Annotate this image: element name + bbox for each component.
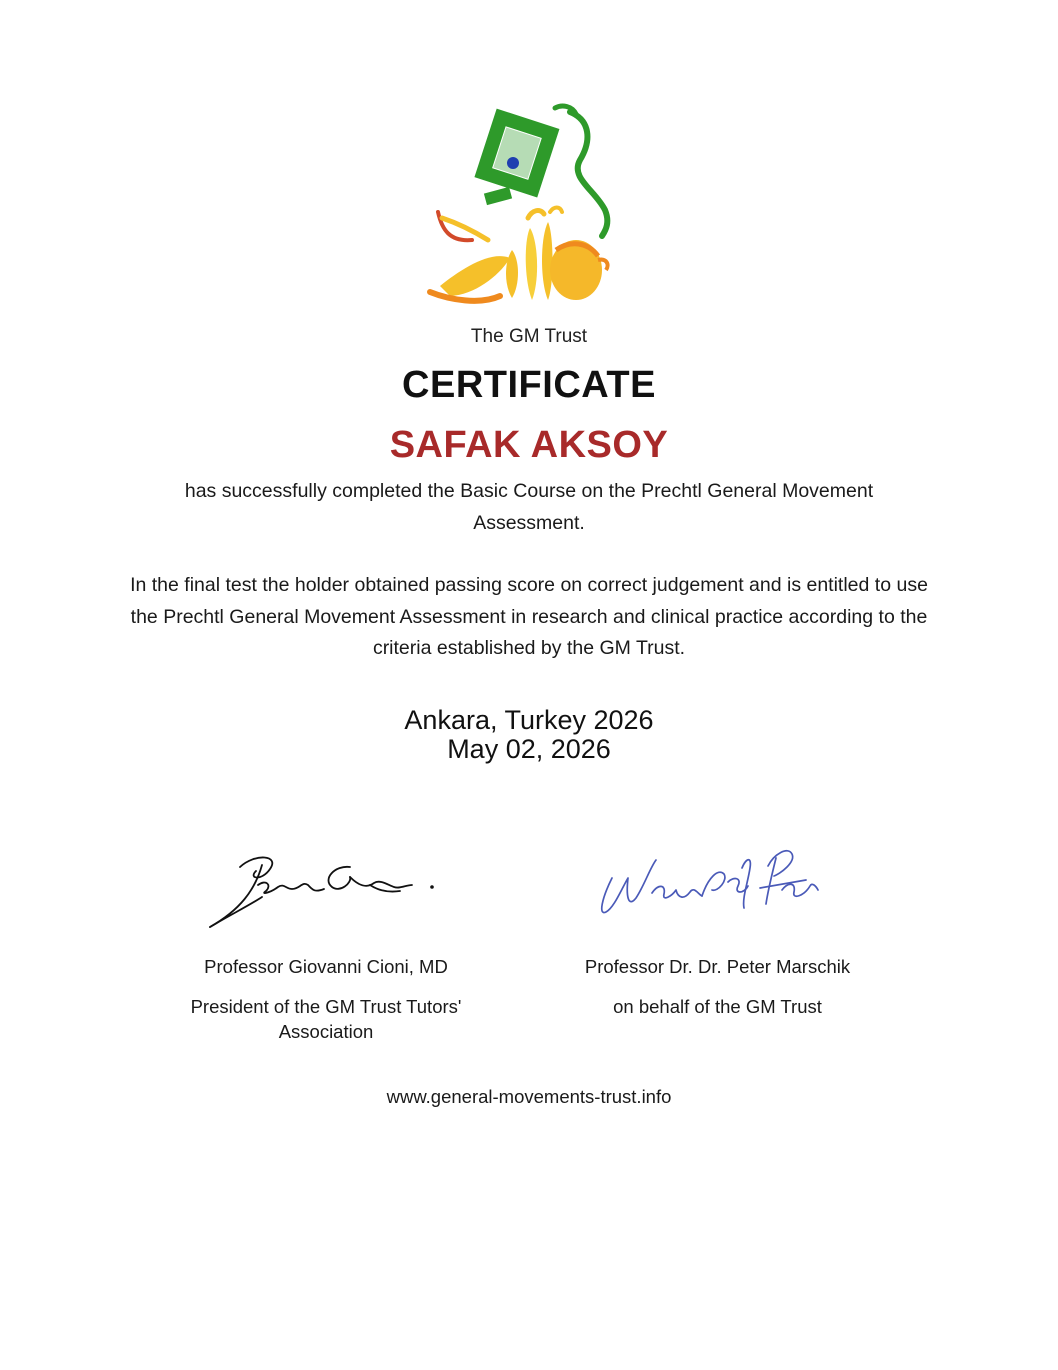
signatory-role: on behalf of the GM Trust (613, 996, 822, 1017)
gm-trust-logo (420, 100, 620, 315)
signatory-name: Professor Giovanni Cioni, MD (204, 956, 448, 977)
place-and-date (0, 706, 1058, 764)
issue-place: Ankara, Turkey 2026 (404, 705, 654, 735)
entitlement-statement: In the final test the holder obtained passing score on correct judgement and is entitled to use the Prechtl General Movement Assessment in research and clinical practice according to the criteria established by the GM Trust. (130, 574, 928, 659)
certificate-title: CERTIFICATE (402, 364, 656, 406)
website-link[interactable]: www.general-movements-trust.info (386, 1086, 672, 1107)
organization-name: The GM Trust (470, 326, 588, 347)
signatory-role: President of the GM Trust Tutors' Association (190, 996, 462, 1042)
signature-marschik (592, 838, 822, 923)
completion-statement: has successfully completed the Basic Course on the Prechtl General Movement Assessment. (184, 480, 874, 534)
signature-cioni (200, 845, 450, 935)
issue-date: May 02, 2026 (447, 734, 611, 764)
holder-name: SAFAK AKSOY (389, 424, 669, 466)
signatory-name: Professor Dr. Dr. Peter Marschik (584, 956, 851, 977)
